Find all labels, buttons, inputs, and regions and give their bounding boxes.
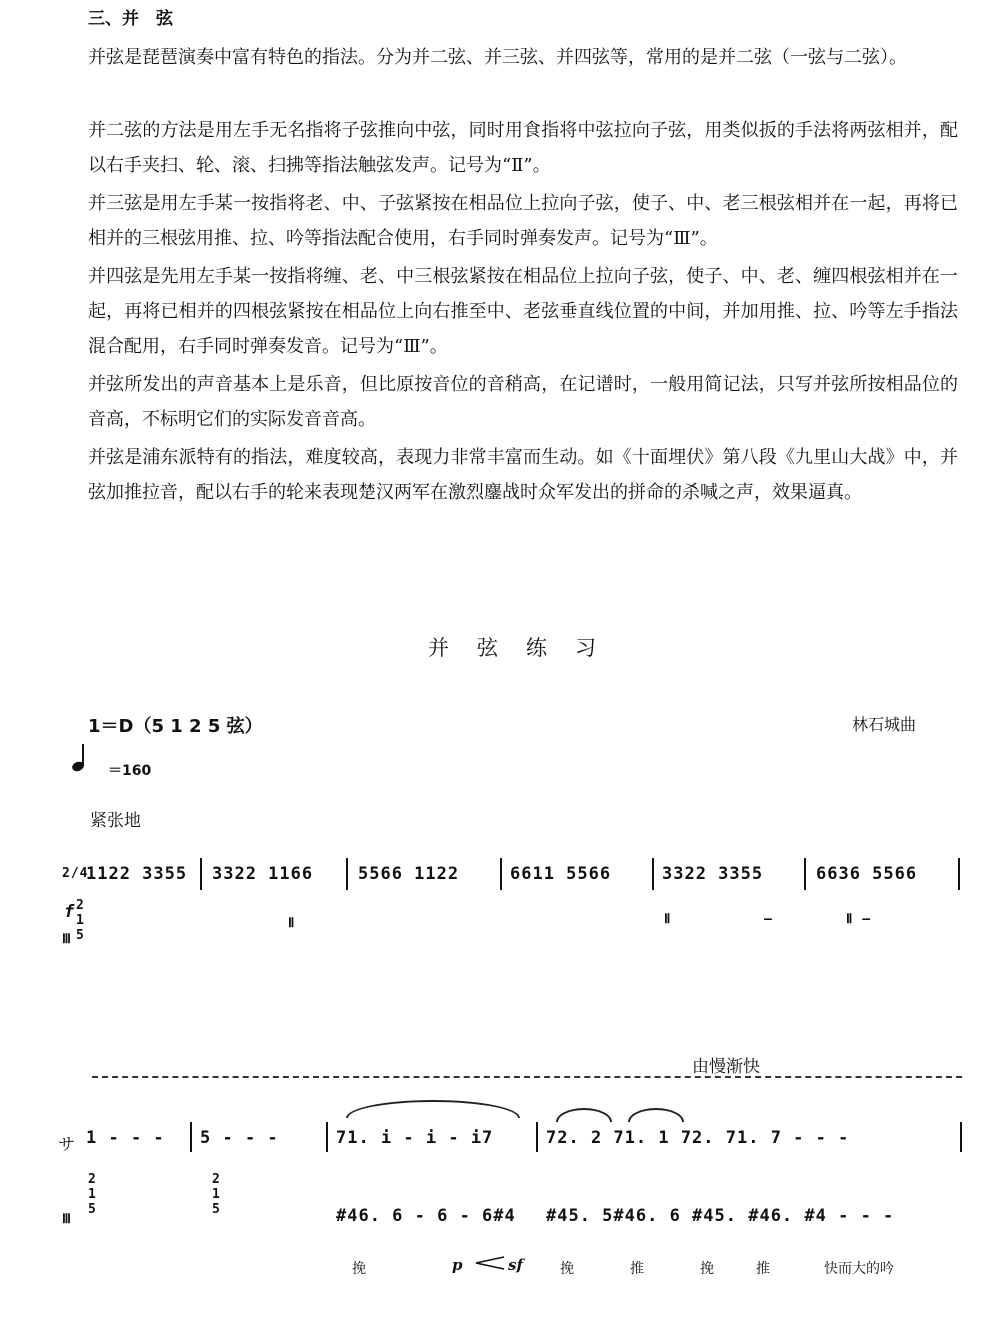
technique-label: 挽 — [560, 1261, 574, 1277]
row2-measure-3: 71. i - i - i7 — [336, 1128, 494, 1148]
measure-1: 1122 3355 — [86, 864, 188, 884]
tie-arc — [556, 1108, 612, 1122]
expression-marking: 紧张地 — [90, 811, 141, 831]
barline — [346, 858, 348, 890]
technique-mark: — — [764, 912, 773, 927]
paragraph-5: 并弦所发出的声音基本上是乐音，但比原按音位的音稍高，在记谱时，一般用简记法，只写并弦所按相品位的音高，不标明它们的实际发音音高。 — [88, 374, 958, 430]
row2-measure-1: 1 - - - — [86, 1128, 165, 1148]
paragraph-6: 并弦是浦东派特有的指法，难度较高，表现力非常丰富而生动。如《十面埋伏》第八段《九里山大战》中，并弦加推拉音，配以右手的轮来表现楚汉两军在激烈鏖战时众军发出的拼命的杀喊之声，效果逼真。 — [88, 447, 958, 503]
chord-lower: 2 1 5 — [76, 898, 85, 943]
paragraph-1: 并弦是琵琶演奏中富有特色的指法。分为并二弦、并三弦、并四弦等，常用的是并二弦（一弦与二弦）。 — [88, 47, 907, 68]
measure-6: 6636 5566 — [816, 864, 918, 884]
measure-4: 6611 5566 — [510, 864, 612, 884]
barline — [652, 858, 654, 890]
row2-measure-4: 72. 2 71. 1 72. 71. 7 - - - — [546, 1128, 850, 1148]
technique-label: 快而大的吟 — [824, 1261, 894, 1277]
dynamic-sf: sf — [508, 1256, 523, 1274]
technique-label: 挽 — [700, 1261, 714, 1277]
tie-arc — [628, 1108, 684, 1122]
barline — [500, 858, 502, 890]
chord-lower: 2 1 5 — [212, 1172, 221, 1217]
row2-bottom-measure-3: #46. 6 - 6 - 6#4 — [336, 1206, 516, 1226]
string-label: Ⅲ — [62, 1212, 72, 1227]
key-signature: 1＝D（5 1 2 5 弦） — [88, 716, 263, 737]
technique-label: 推 — [630, 1261, 644, 1277]
chord-lower: 2 1 5 — [88, 1172, 97, 1217]
dashed-line — [92, 1076, 962, 1078]
score-title: 并弦练习 — [428, 636, 624, 660]
string-label: Ⅲ — [62, 932, 72, 947]
technique-label: 挽 — [352, 1261, 366, 1277]
technique-mark: Ⅱ — — [846, 912, 872, 927]
barline — [536, 1122, 538, 1152]
measure-5: 3322 3355 — [662, 864, 764, 884]
row2-bottom-measure-4: #45. 5#46. 6 #45. #46. #4 - - - — [546, 1206, 895, 1226]
dynamic-f: f — [64, 902, 76, 922]
barline — [200, 858, 202, 890]
tie-arc — [346, 1100, 520, 1118]
section-heading: 三、并 弦 — [88, 9, 173, 29]
dynamic-p: p — [452, 1256, 463, 1274]
paragraph-4: 并四弦是先用左手某一按指将缠、老、中三根弦紧按在相品位上拉向子弦，使子、中、老、缠四根弦相并在一起，再将已相并的四根弦紧按在相品位上向右推至中、老弦垂直线位置的中间，并加用推、拉、吟等左手指法混合配用，右手同时弹奏发音。记号为“Ⅲ”。 — [88, 266, 958, 357]
crescendo-hairpin — [474, 1256, 506, 1270]
composer: 林石城曲 — [852, 715, 917, 734]
paragraph-2: 并二弦的方法是用左手无名指将子弦推向中弦，同时用食指将中弦拉向子弦，用类似扳的手法将两弦相并，配以右手夹扫、轮、滚、扫拂等指法触弦发声。记号为“Ⅱ”。 — [88, 120, 958, 176]
barline — [190, 1122, 192, 1152]
barline — [804, 858, 806, 890]
measure-2: 3322 1166 — [212, 864, 314, 884]
barline — [958, 858, 960, 890]
technique-label: 推 — [756, 1261, 770, 1277]
barline — [960, 1122, 962, 1152]
accelerando-marking: 由慢渐快 — [692, 1057, 760, 1077]
measure-3: 5566 1122 — [358, 864, 460, 884]
free-meter-mark: サ — [58, 1135, 76, 1155]
barline — [326, 1122, 328, 1152]
technique-mark: Ⅱ — [664, 912, 672, 927]
paragraph-3: 并三弦是用左手某一按指将老、中、子弦紧按在相品位上拉向子弦，使子、中、老三根弦相并在一起，再将已相并的三根弦用推、拉、吟等指法配合使用，右手同时弹奏发声。记号为“Ⅲ”。 — [88, 193, 958, 249]
time-signature: 2/4 — [62, 866, 89, 881]
row2-measure-2: 5 - - - — [200, 1128, 279, 1148]
technique-mark: Ⅱ — [288, 916, 296, 931]
tempo-marking: ＝160 — [108, 763, 152, 779]
